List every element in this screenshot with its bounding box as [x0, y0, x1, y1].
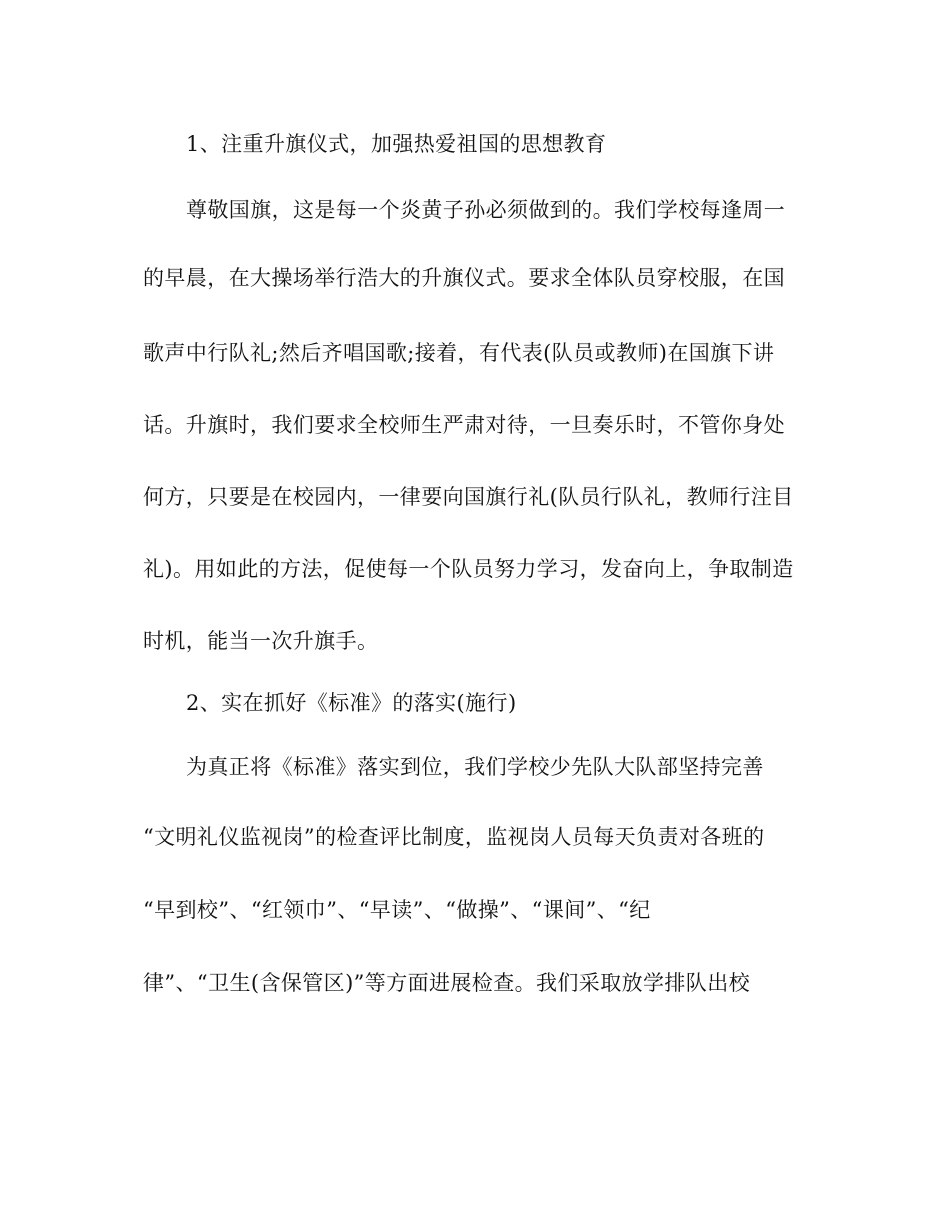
- section-heading-2: 2、实在抓好《标准》的落实(施行): [186, 691, 517, 715]
- paragraph-line: 为真正将《标准》落实到位，我们学校少先队大队部坚持完善: [186, 755, 764, 779]
- paragraph-line: 歌声中行队礼;然后齐唱国歌;接着，有代表(队员或教师)在国旗下讲: [143, 341, 775, 365]
- paragraph-line: 尊敬国旗，这是每一个炎黄子孙必须做到的。我们学校每逢周一: [186, 198, 786, 222]
- paragraph-line: “早到校”、“红领巾”、“早读”、“做操”、“课间”、“纪: [143, 898, 651, 922]
- paragraph-line: 的早晨，在大操场举行浩大的升旗仪式。要求全体队员穿校服，在国: [143, 266, 785, 290]
- paragraph-line: 何方，只要是在校园内，一律要向国旗行礼(队员行队礼，教师行注目: [143, 485, 794, 509]
- section-heading-1: 1、注重升旗仪式，加强热爱祖国的思想教育: [186, 132, 607, 156]
- paragraph-line: 话。升旗时，我们要求全校师生严肃对待，一旦奏乐时，不管你身处: [143, 413, 785, 437]
- paragraph-line: 礼)。用如此的方法，促使每一个队员努力学习，发奋向上，争取制造: [143, 557, 794, 581]
- paragraph-line: 时机，能当一次升旗手。: [143, 629, 379, 653]
- paragraph-line: 律”、“卫生(含保管区)”等方面进展检查。我们采取放学排队出校: [143, 971, 750, 995]
- paragraph-line: “文明礼仪监视岗”的检查评比制度，监视岗人员每天负责对各班的: [143, 825, 765, 849]
